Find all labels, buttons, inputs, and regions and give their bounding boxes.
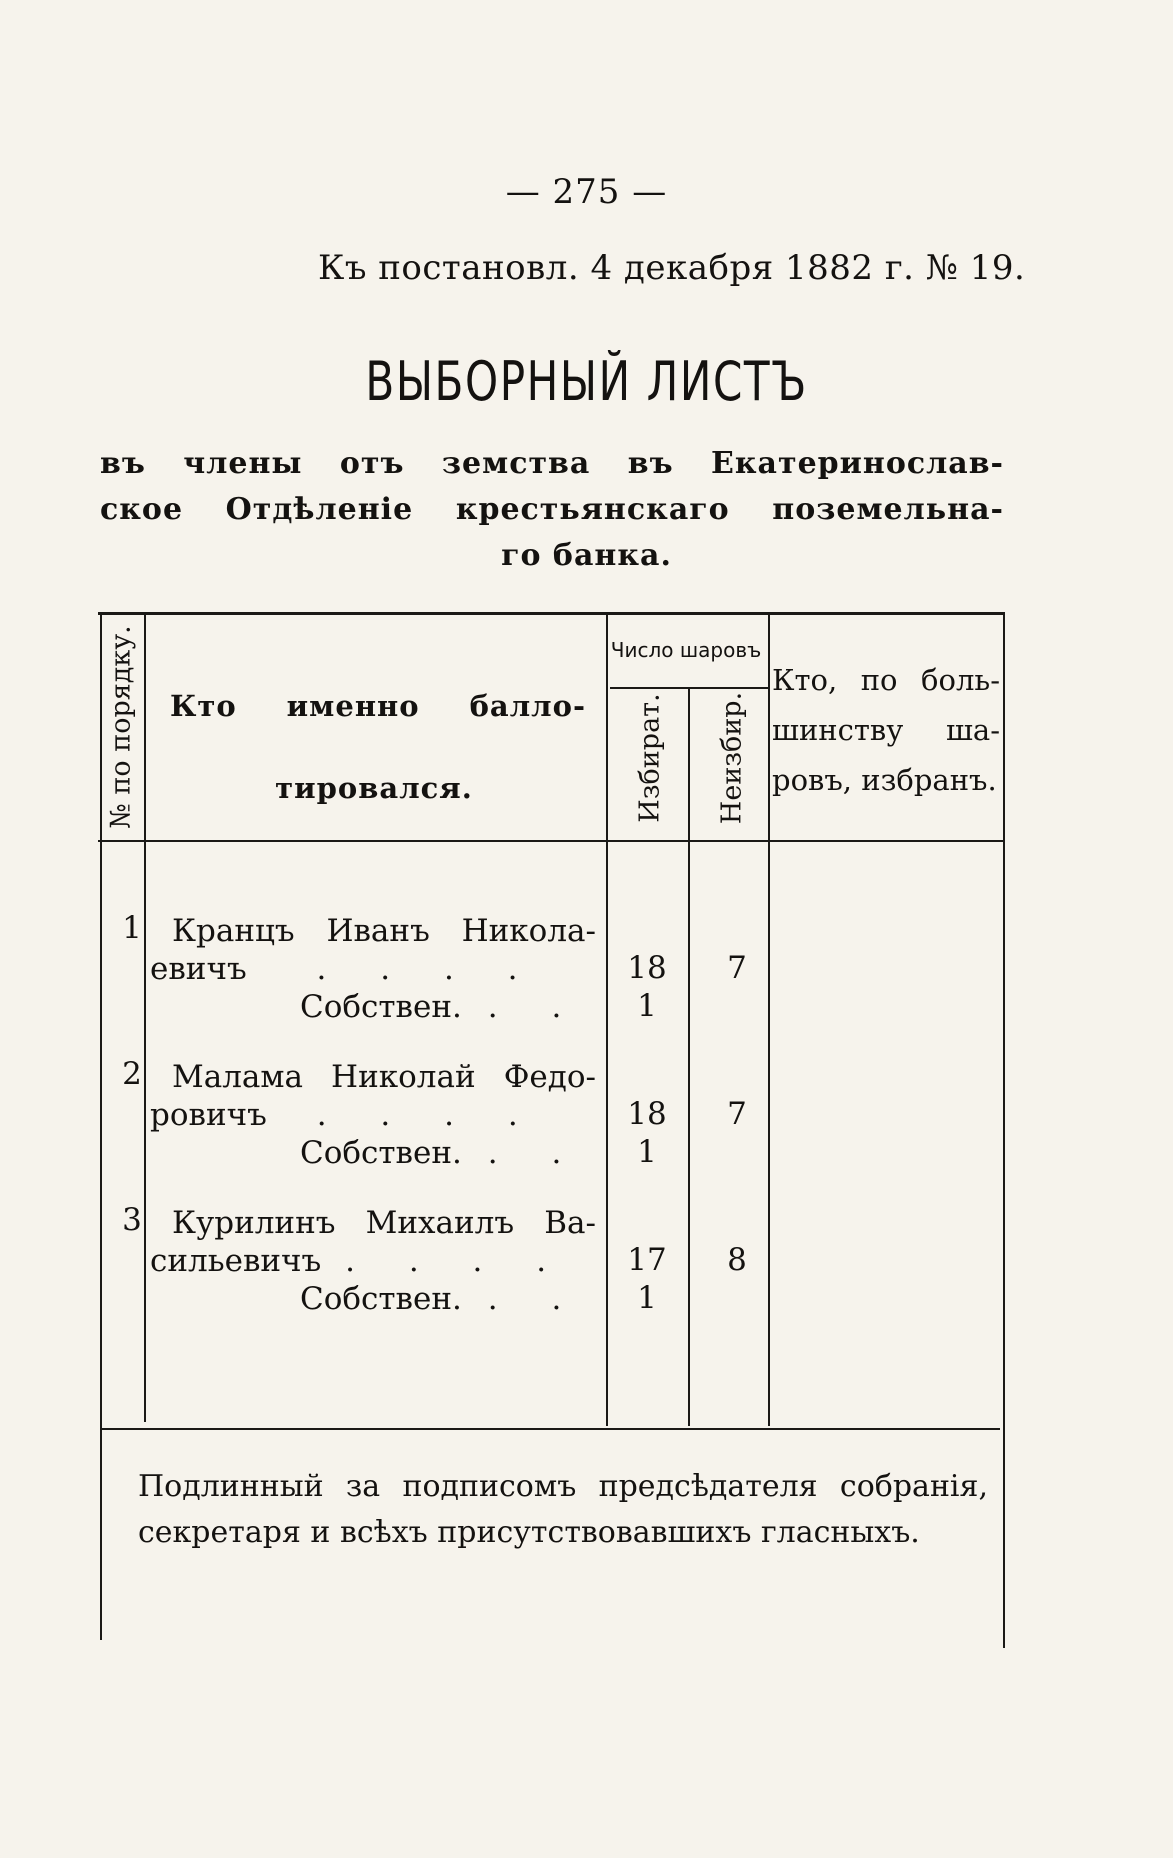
page-number: — 275 — xyxy=(505,172,668,212)
header-ball-count: Число шаровъ xyxy=(610,638,762,662)
candidate-entry: Малама Николай Федо- ровичъ . . . . Собствен. . . xyxy=(150,1059,596,1171)
votes-against-value: 7 xyxy=(727,1096,747,1132)
votes-for-value: 17 xyxy=(627,1242,667,1278)
subtitle-line-2: ское Отдѣленіе крестьянскаго поземельна- xyxy=(100,492,1004,527)
header-order-number: № по порядку. xyxy=(105,625,137,829)
row-number: 2 xyxy=(122,1056,142,1092)
own-vote-value: 1 xyxy=(637,1134,657,1170)
header-votes-against: Неизбир. xyxy=(716,691,748,825)
table-header-rule xyxy=(98,840,1003,842)
votes-against-value: 7 xyxy=(727,950,747,986)
subtitle-line-3: го банка. xyxy=(501,538,672,573)
candidate-entry: Курилинъ Михаилъ Ва- сильевичъ . . . . Собствен. . . xyxy=(150,1205,596,1317)
subtitle-line-1: въ члены отъ земства въ Екатеринослав- xyxy=(100,446,1004,481)
candidate-entry: Кранцъ Иванъ Никола- евичъ . . . . Собствен. . . xyxy=(150,913,596,1025)
table-bottom-rule xyxy=(100,1428,1000,1430)
row-number: 3 xyxy=(122,1202,142,1238)
votes-for-value: 18 xyxy=(627,1096,667,1132)
votes-for-value: 18 xyxy=(627,950,667,986)
own-vote-value: 1 xyxy=(637,988,657,1024)
votes-against-value: 8 xyxy=(727,1242,747,1278)
document-title: ВЫБОРНЫЙ ЛИСТЪ xyxy=(365,350,808,413)
authentication-note: Подлинный за подписомъ предсѣдателя собранія, секретаря и всѣхъ присутствовавшихъ гласныхъ. xyxy=(138,1469,988,1550)
row-number: 1 xyxy=(122,910,142,946)
header-votes-for: Избират. xyxy=(634,693,666,823)
table-right-border xyxy=(1003,612,1005,1648)
col-divider-name xyxy=(606,612,608,1426)
col-divider-order xyxy=(144,612,146,1422)
resolution-reference: Къ постановл. 4 декабря 1882 г. № 19. xyxy=(318,248,1026,288)
own-vote-value: 1 xyxy=(637,1280,657,1316)
table-top-rule xyxy=(98,612,1003,615)
header-elected: Кто, по боль- шинству ша- ровъ, избранъ. xyxy=(772,663,1000,797)
header-candidate: Кто именно балло- тировался. xyxy=(170,689,586,805)
